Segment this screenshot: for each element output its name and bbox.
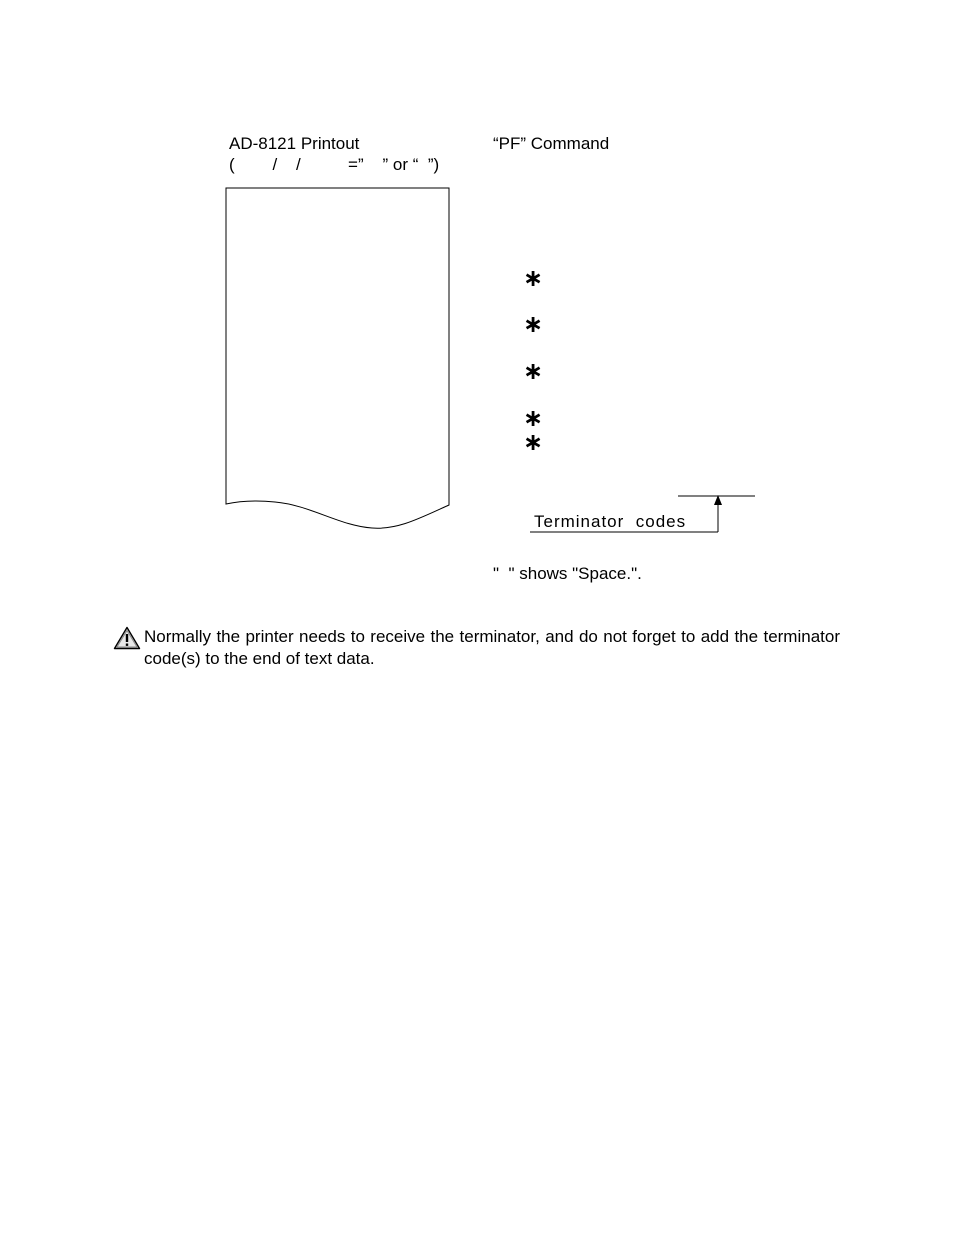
asterisk-marker-1: ∗ (523, 264, 544, 292)
warning-text: Normally the printer needs to receive the terminator, and do not forget to add the terminator code(s) to the end of text data. (144, 627, 840, 668)
asterisk-marker-2: ∗ (523, 310, 544, 338)
asterisk-marker-3: ∗ (523, 357, 544, 385)
asterisk-marker-5: ∗ (523, 428, 544, 456)
printout-subtitle: ( / / =” ” or “ ”) (229, 155, 440, 174)
command-title: “PF” Command (493, 134, 610, 153)
paper-strip-outline (226, 188, 449, 528)
space-note: " " shows "Space.". (493, 564, 642, 583)
terminator-codes-label: Terminator codes (534, 512, 687, 531)
warning-triangle-icon (113, 626, 141, 650)
printout-title: AD-8121 Printout (229, 134, 360, 153)
asterisk-marker-4: ∗ (523, 404, 544, 432)
